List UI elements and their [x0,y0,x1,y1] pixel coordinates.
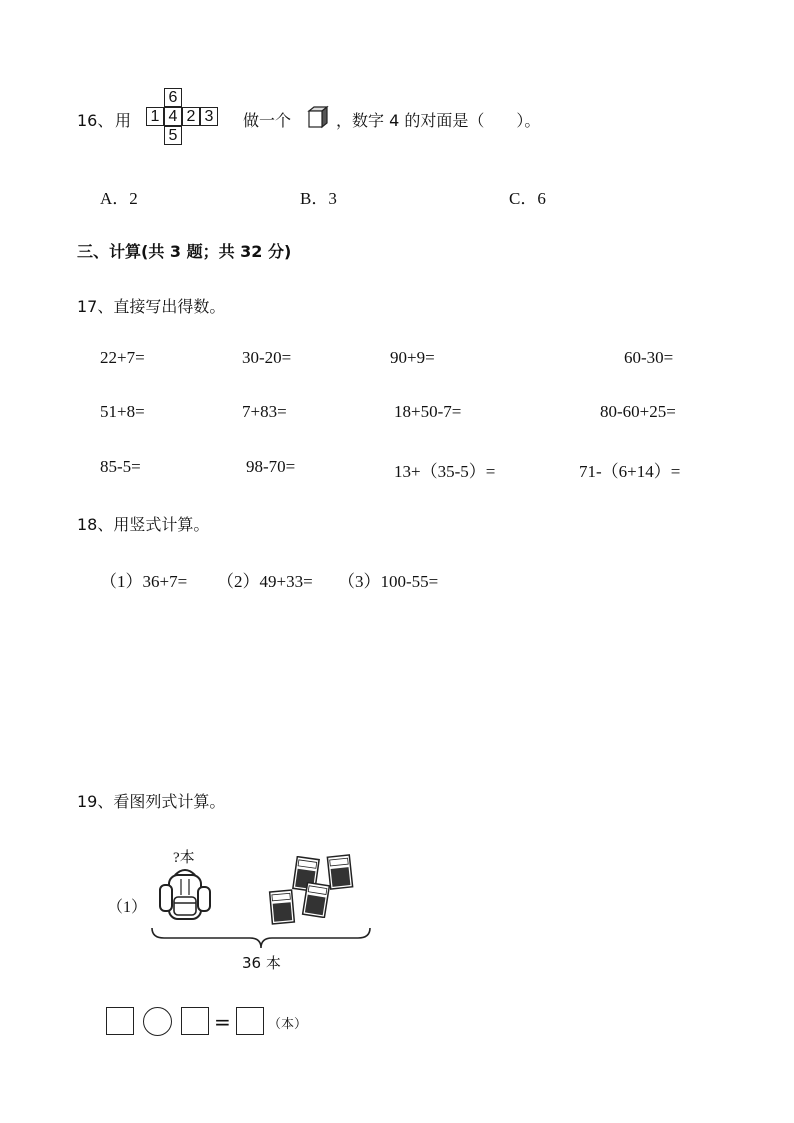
q17-title: 17、直接写出得数。 [77,297,226,316]
q17-expression: 18+50-7= [394,402,462,421]
q17-expression: 90+9= [390,348,435,367]
net-cell-bottom: 5 [164,126,182,145]
q16-make: 做一个 [243,111,292,130]
answer-box[interactable] [181,1007,209,1035]
q17-expression: 98-70= [246,457,296,476]
q18-item: （1）36+7= [100,572,188,591]
q17-expression: 13+（35-5）= [394,462,496,481]
option-c: C．6 [509,189,546,208]
q17-expression: 30-20= [242,348,292,367]
q16-number: 16、 [77,111,114,130]
q17-expression: 22+7= [100,348,145,367]
q17-expression: 7+83= [242,402,287,421]
answer-box[interactable] [236,1007,264,1035]
cube-icon [307,105,329,129]
net-cell: 1 [146,107,164,126]
answer-box[interactable] [106,1007,134,1035]
q18-title: 18、用竖式计算。 [77,515,210,534]
exercise-book-icon [301,882,331,918]
brace [150,926,372,952]
section-title: 三、计算(共 3 题；共 32 分) [77,242,292,261]
exercise-book-icon [267,889,297,925]
q17-expression: 80-60+25= [600,402,676,421]
q17-expression: 85-5= [100,457,141,476]
equals-sign: = [214,1010,231,1034]
unknown-label: ?本 [173,850,195,866]
net-cell: 4 [164,107,182,126]
q18-item: （3）100-55= [338,572,439,591]
net-cell: 2 [182,107,200,126]
option-b: B．3 [300,189,337,208]
net-cell: 3 [200,107,218,126]
unit-label: （本） [268,1017,308,1032]
operator-circle[interactable] [143,1007,172,1036]
q19-part-label: （1） [107,899,148,916]
q18-item: （2）49+33= [217,572,313,591]
q16-tail: ，数字 4 的对面是（ ）。 [336,111,541,130]
q19-title: 19、看图列式计算。 [77,792,226,811]
q16-use: 用 [115,111,132,130]
backpack-icon [157,865,213,923]
option-a: A．2 [100,189,138,208]
q17-expression: 71-（6+14）= [579,462,681,481]
q17-expression: 51+8= [100,402,145,421]
net-cell-top: 6 [164,88,182,107]
total-label: 36 本 [242,954,281,972]
q17-expression: 60-30= [624,348,674,367]
